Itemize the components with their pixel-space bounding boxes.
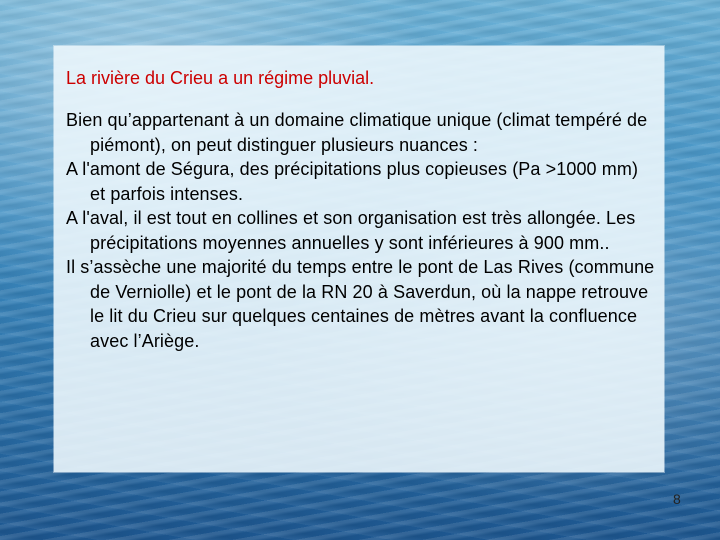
slide-body bbox=[66, 108, 658, 353]
slide-number: 8 bbox=[673, 491, 681, 507]
paragraph-assechement: Il s’assèche une majorité du temps entre le pont de Las Rives (commune de Verniolle) et le pont de la RN 20 à Saverdun, où la nappe retrouve le lit du Crieu sur quelques centaines de mètres avant la confluence avec l’Ariège. bbox=[66, 257, 655, 351]
paragraph-amont: A l'amont de Ségura, des précipitations plus copieuses (Pa >1000 mm) et parfois intenses. bbox=[66, 159, 639, 204]
paragraph-aval: A l'aval, il est tout en collines et son organisation est très allongée. Les précipitations moyennes annuelles y sont inférieures à 900 mm.. bbox=[66, 208, 636, 253]
paragraph-intro: Bien qu’appartenant à un domaine climatique unique (climat tempéré de piémont), on peut distinguer plusieurs nuances : bbox=[66, 110, 648, 155]
slide-title: La rivière du Crieu a un régime pluvial. bbox=[66, 68, 375, 88]
